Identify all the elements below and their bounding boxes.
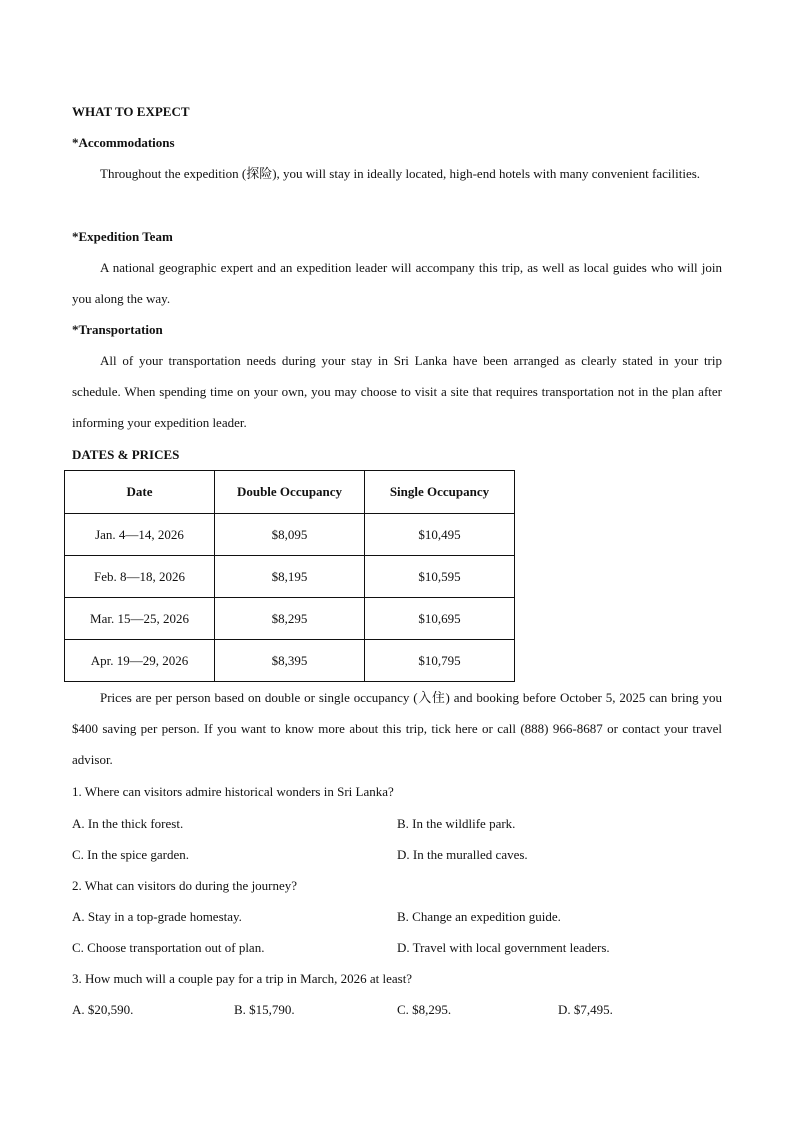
- expedition-team-text: A national geographic expert and an expedition leader will accompany this trip, as well as local guides who will join you along the way.: [72, 260, 722, 306]
- question-2-option-b[interactable]: B. Change an expedition guide.: [397, 909, 561, 924]
- question-1-option-c[interactable]: C. In the spice garden.: [72, 847, 189, 862]
- double-price-cell: $8,395: [215, 640, 365, 682]
- question-3-option-a[interactable]: A. $20,590.: [72, 1002, 134, 1017]
- transportation-text: All of your transportation needs during your stay in Sri Lanka have been arranged as clearly stated in your trip schedule. When spending time on your own, you may choose to visit a site that requires transportation not in the plan after informing your expedition leader.: [72, 353, 722, 430]
- column-header-single: Single Occupancy: [365, 471, 515, 514]
- question-1-option-a[interactable]: A. In the thick forest.: [72, 816, 184, 831]
- single-price-cell: $10,695: [365, 598, 515, 640]
- question-3-option-b[interactable]: B. $15,790.: [234, 1002, 295, 1017]
- date-cell: Jan. 4—14, 2026: [65, 514, 215, 556]
- question-3-option-c[interactable]: C. $8,295.: [397, 1002, 452, 1017]
- table-row: [65, 640, 515, 682]
- table-row: [65, 598, 515, 640]
- question-2-option-a[interactable]: A. Stay in a top-grade homestay.: [72, 909, 242, 924]
- dates-prices-heading: DATES & PRICES: [72, 447, 180, 462]
- question-1-stem: 1. Where can visitors admire historical wonders in Sri Lanka?: [72, 784, 394, 799]
- question-2-option-d[interactable]: D. Travel with local government leaders.: [397, 940, 610, 955]
- question-1-option-b[interactable]: B. In the wildlife park.: [397, 816, 516, 831]
- single-price-cell: $10,595: [365, 556, 515, 598]
- section-title: WHAT TO EXPECT: [72, 104, 190, 119]
- table-row: [65, 556, 515, 598]
- question-1-option-d[interactable]: D. In the muralled caves.: [397, 847, 528, 862]
- table-row: [65, 514, 515, 556]
- date-cell: Mar. 15—25, 2026: [65, 598, 215, 640]
- expedition-team-heading: *Expedition Team: [72, 229, 173, 244]
- column-header-date: Date: [65, 471, 215, 514]
- question-3-option-d[interactable]: D. $7,495.: [558, 1002, 613, 1017]
- table-header-row: [65, 471, 515, 514]
- accommodations-text: Throughout the expedition (探险), you will stay in ideally located, high-end hotels with many convenient facilities.: [100, 166, 701, 181]
- prices-note: Prices are per person based on double or single occupancy (入住) and booking before October 5, 2025 can bring you $400 saving per person. If you want to know more about this trip, tick here or call (888) 966-8687 or contact your travel advisor.: [72, 690, 722, 767]
- prices-table: [64, 470, 515, 682]
- double-price-cell: $8,195: [215, 556, 365, 598]
- question-3-stem: 3. How much will a couple pay for a trip in March, 2026 at least?: [72, 971, 413, 986]
- column-header-double: Double Occupancy: [215, 471, 365, 514]
- date-cell: Feb. 8—18, 2026: [65, 556, 215, 598]
- accommodations-heading: *Accommodations: [72, 135, 175, 150]
- transportation-heading: *Transportation: [72, 322, 163, 337]
- question-2-option-c[interactable]: C. Choose transportation out of plan.: [72, 940, 265, 955]
- single-price-cell: $10,495: [365, 514, 515, 556]
- double-price-cell: $8,095: [215, 514, 365, 556]
- double-price-cell: $8,295: [215, 598, 365, 640]
- single-price-cell: $10,795: [365, 640, 515, 682]
- date-cell: Apr. 19—29, 2026: [65, 640, 215, 682]
- question-2-stem: 2. What can visitors do during the journey?: [72, 878, 298, 893]
